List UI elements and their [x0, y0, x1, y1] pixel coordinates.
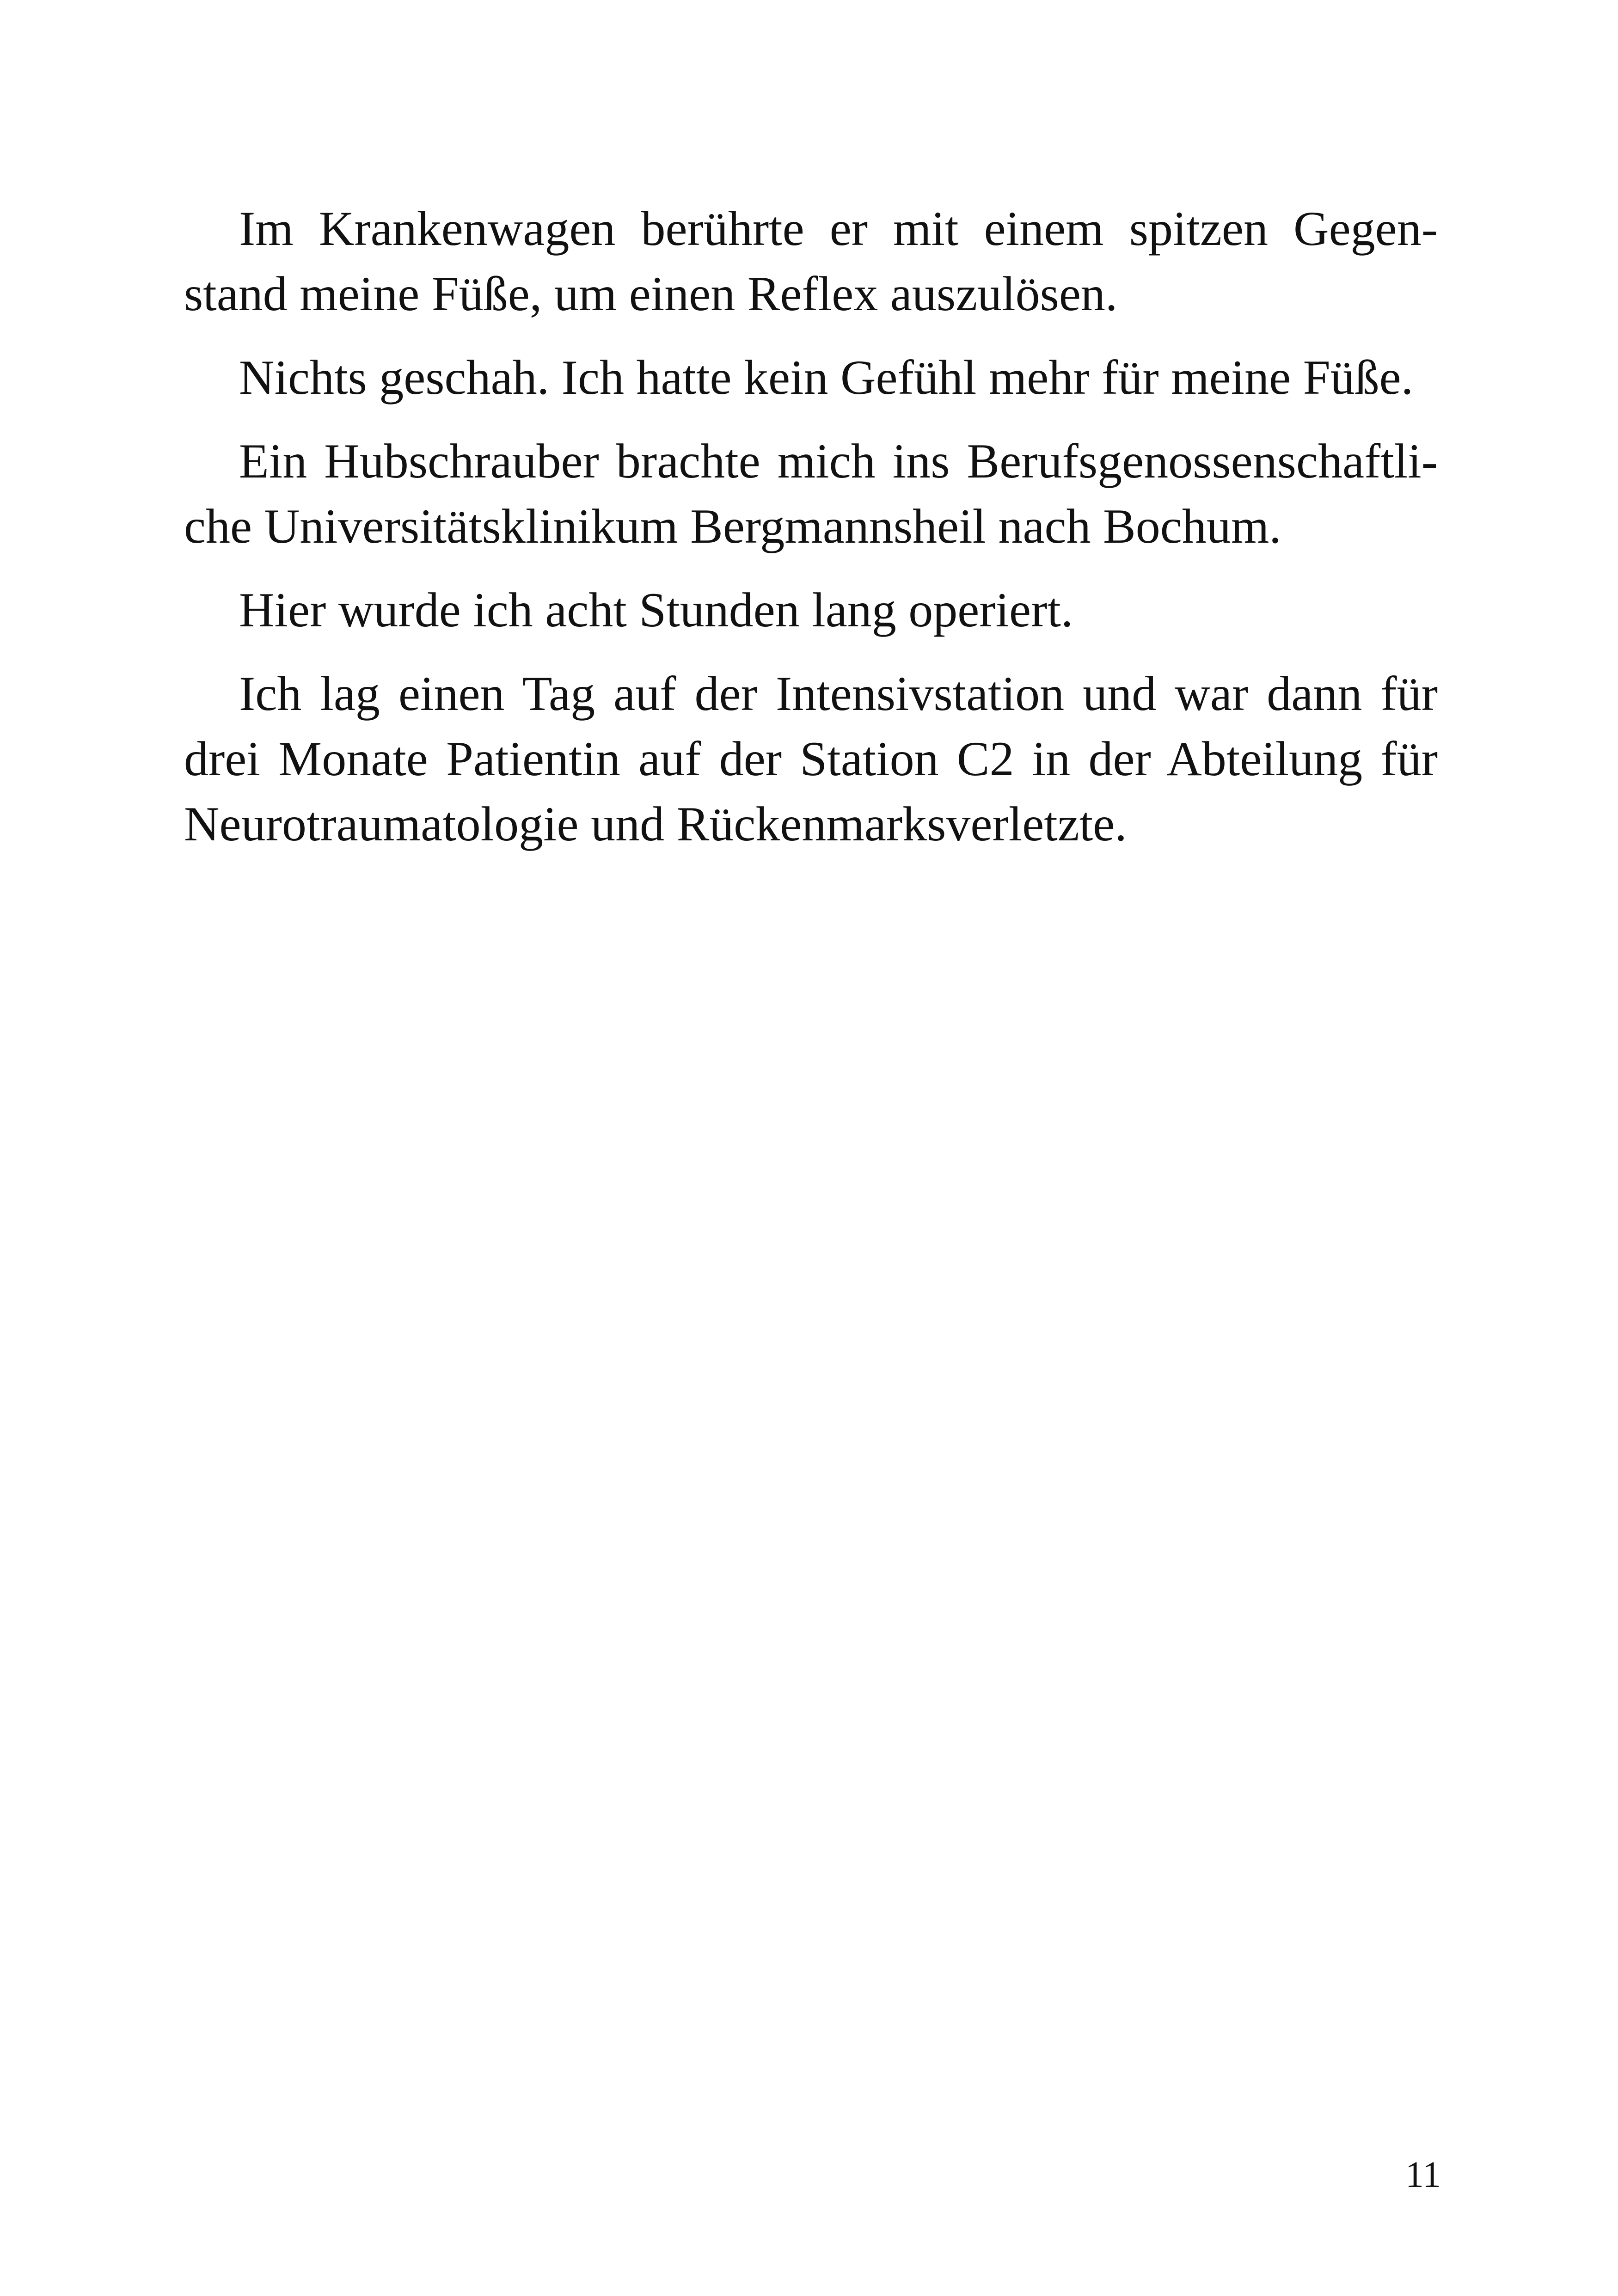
paragraph-1-line-1: Im Krankenwagen berührte er mit einem spitzen Gegen- [239, 202, 1438, 256]
body-text [184, 196, 1438, 857]
paragraph-1-line-2: stand meine Füße, um einen Reflex auszulösen. [184, 267, 1118, 321]
paragraph-3-line-1: Ein Hubschrauber brachte mich ins Berufsgenossenschaftli- [239, 434, 1438, 488]
paragraph-5-line-1: Ich lag einen Tag auf der Intensivstation und war dann für [239, 667, 1438, 721]
page-number: 11 [1405, 2155, 1441, 2195]
paragraph-3-line-2: che Universitätsklinikum Bergmannsheil nach Bochum. [184, 499, 1281, 553]
paragraph-3 [184, 429, 1438, 559]
paragraph-4 [184, 577, 1438, 643]
paragraph-2 [184, 345, 1438, 410]
paragraph-5-line-3: Neurotraumatologie und Rückenmarksverletzte. [184, 797, 1127, 851]
paragraph-5 [184, 661, 1438, 857]
paragraph-1 [184, 196, 1438, 326]
paragraph-2-line-1: Nichts geschah. Ich hatte kein Gefühl mehr für meine Füße. [239, 350, 1414, 404]
paragraph-4-line-1: Hier wurde ich acht Stunden lang operiert. [239, 583, 1073, 637]
paragraph-5-line-2: drei Monate Patientin auf der Station C2 in der Abteilung für [184, 732, 1438, 786]
